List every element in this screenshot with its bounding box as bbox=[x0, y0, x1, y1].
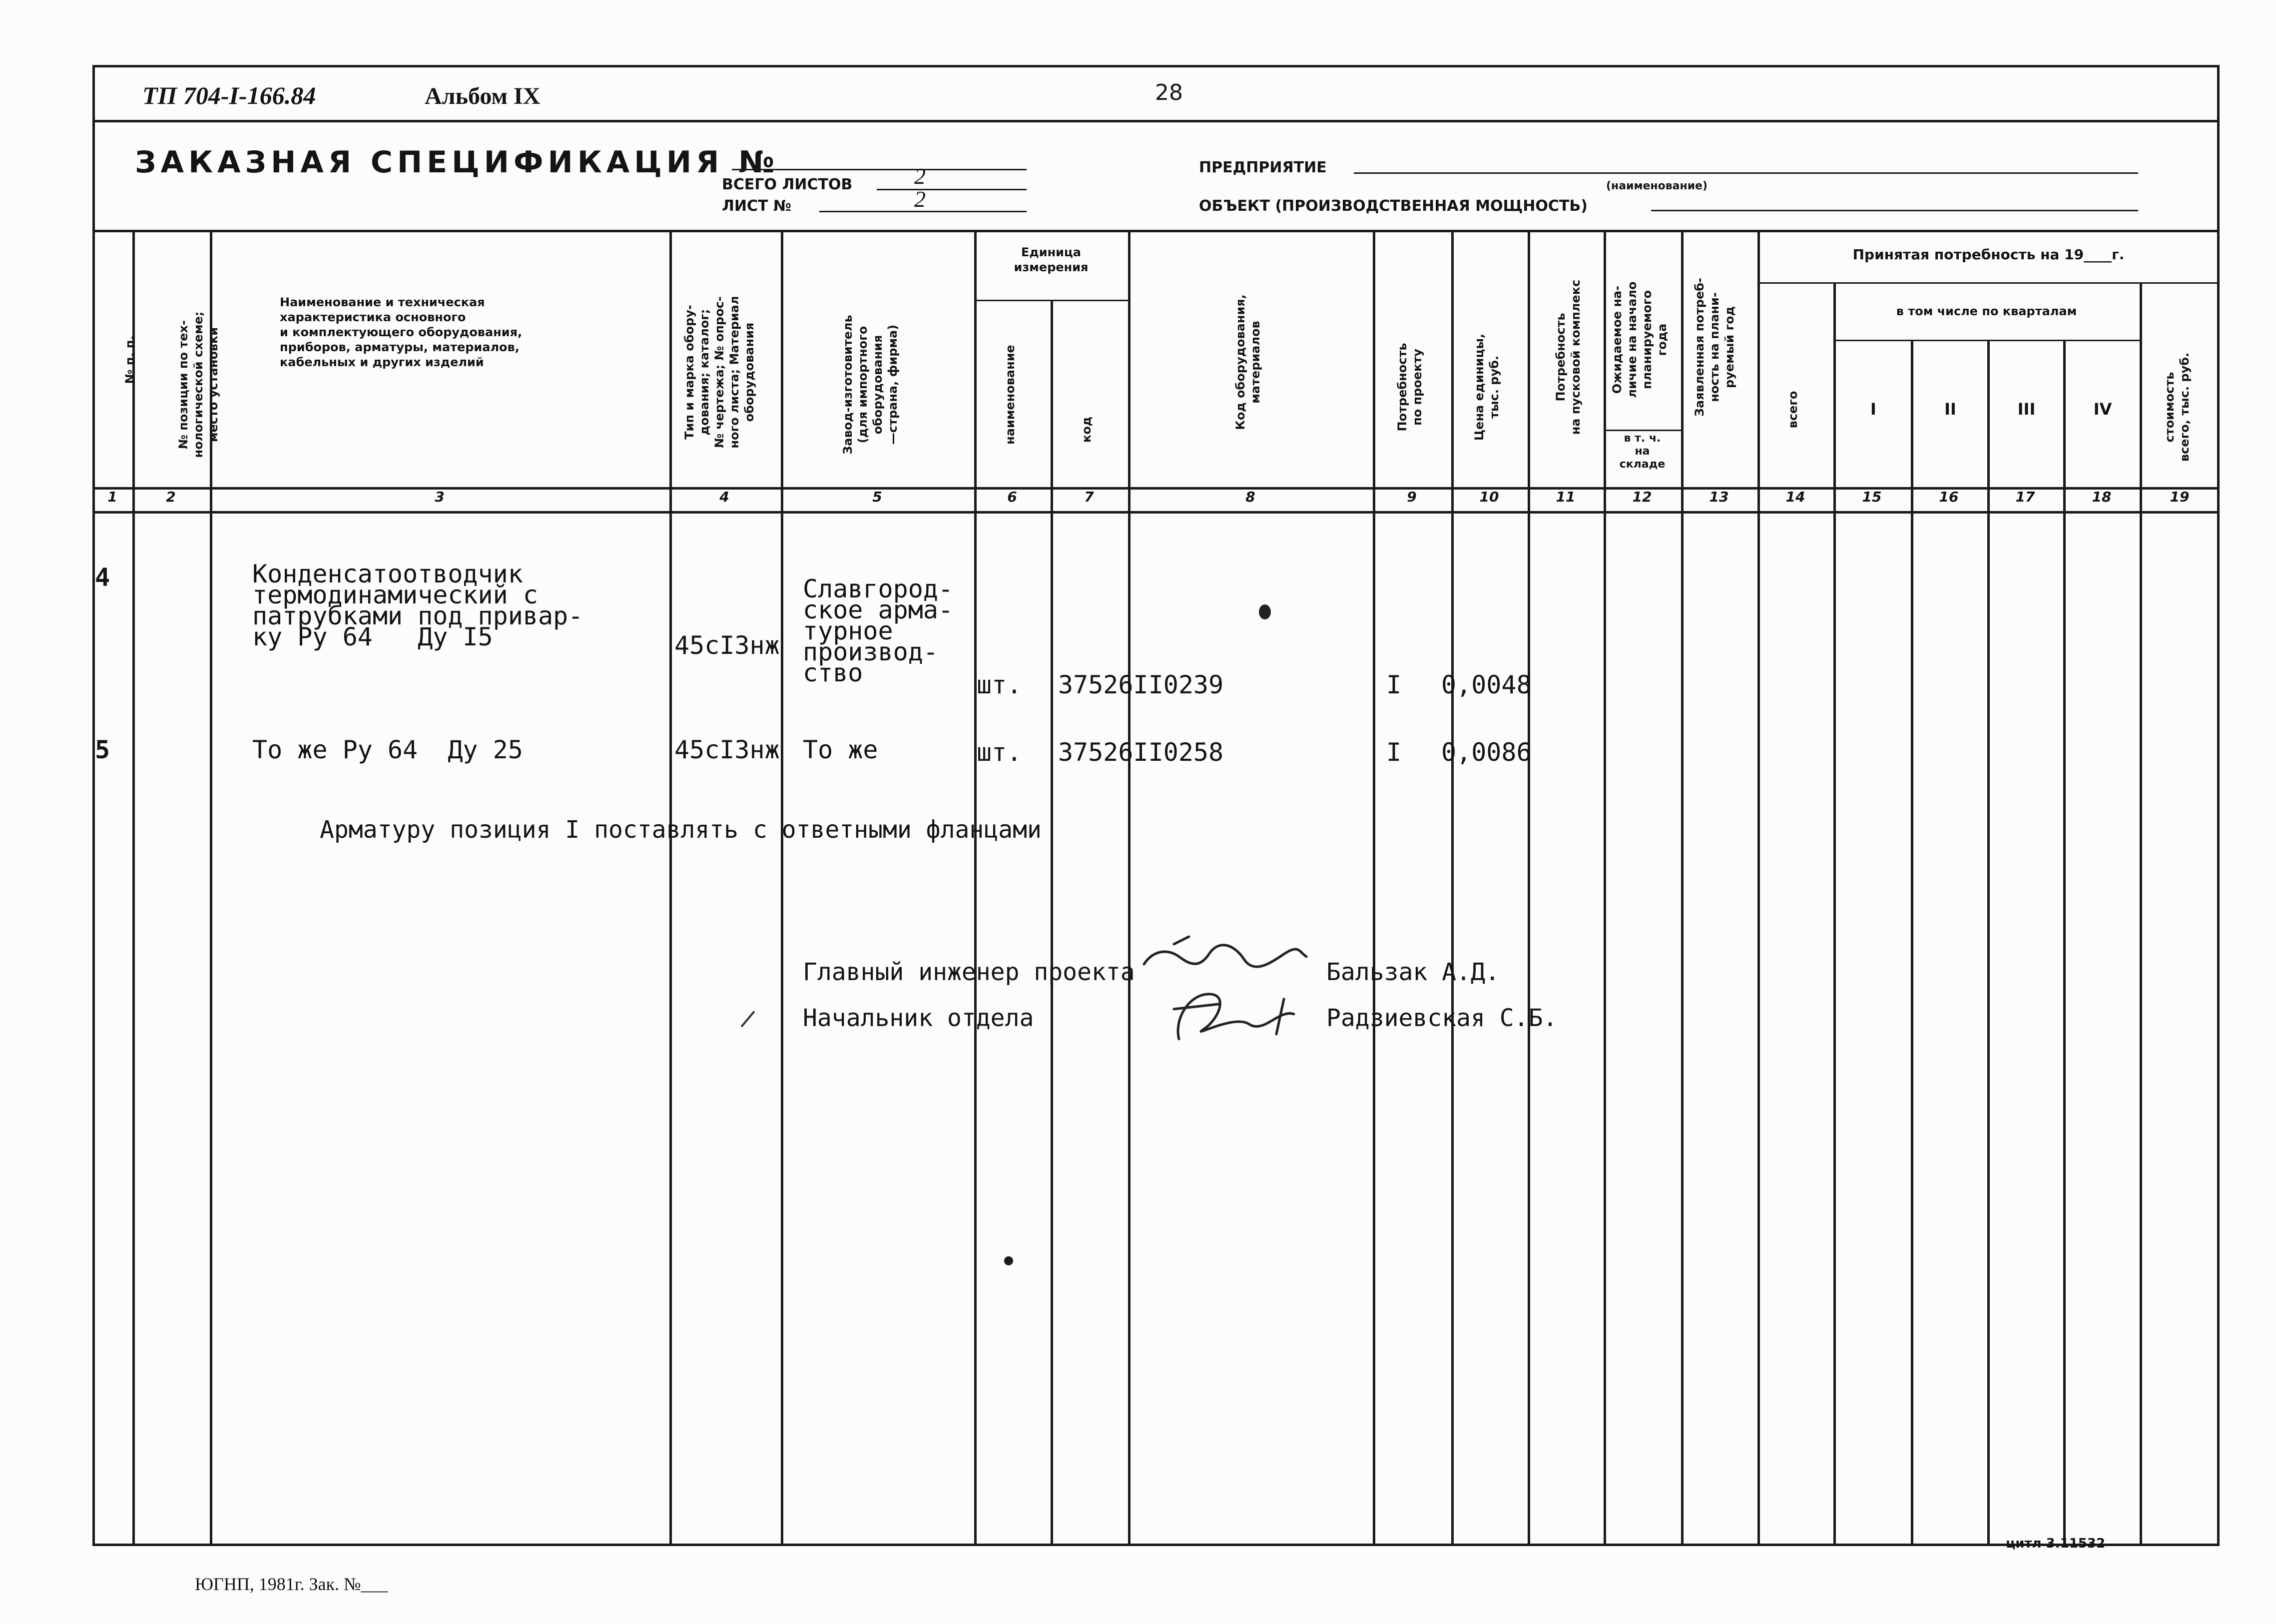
col-header-14: всего bbox=[1786, 391, 1800, 429]
row-description: Конденсатоотводчик термодинамический с патрубками под привар- ку Ру 64 Ду I5 bbox=[252, 559, 583, 651]
col-number: 17 bbox=[2015, 489, 2035, 505]
sheet-value: 2 bbox=[914, 186, 926, 212]
total-sheets-value: 2 bbox=[914, 163, 926, 189]
col-header-19: стоимость всего, тыс. руб. bbox=[2163, 352, 2192, 462]
col-number: 8 bbox=[1245, 489, 1255, 505]
col-number: 15 bbox=[1862, 489, 1882, 505]
sheet-frame bbox=[92, 65, 2220, 1546]
object-line bbox=[1651, 210, 2138, 211]
total-sheets-line bbox=[877, 189, 1027, 190]
col-header-2: № позиции по тех- нологической схеме; место установки bbox=[176, 311, 220, 458]
col-number: 13 bbox=[1709, 489, 1729, 505]
column-numbers-top-line bbox=[92, 487, 2220, 490]
col-number: 10 bbox=[1479, 489, 1499, 505]
col-header-7: код bbox=[1080, 416, 1094, 443]
col-number: 7 bbox=[1084, 489, 1094, 505]
col-number: 6 bbox=[1007, 489, 1017, 505]
col-number: 19 bbox=[2170, 489, 2190, 505]
col-number: 14 bbox=[1785, 489, 1805, 505]
column-numbers-bottom-line bbox=[92, 511, 2220, 514]
col-header-13: Заявленная потреб- ность на плани- руемый год bbox=[1693, 278, 1736, 417]
quarters-group-line bbox=[1833, 340, 2140, 341]
col-line-10 bbox=[1528, 230, 1530, 1546]
col-number: 2 bbox=[166, 489, 176, 505]
supply-note: Арматуру позиция I поставлять с ответными фланцами bbox=[320, 816, 1042, 844]
page-number: 28 bbox=[1155, 80, 1183, 105]
row-unit: шт. bbox=[977, 738, 1022, 767]
spec-number-line bbox=[732, 169, 1027, 170]
accepted-group-header: Принятая потребность на 19____г. bbox=[1852, 246, 2125, 263]
col-line-14 bbox=[1833, 282, 1836, 1546]
col-line-8 bbox=[1373, 230, 1375, 1546]
unit-group-line bbox=[974, 300, 1128, 301]
col-number: 1 bbox=[107, 489, 117, 505]
col-line-5 bbox=[974, 230, 977, 1546]
row-code: 37526II0239 bbox=[1058, 670, 1224, 699]
col-line-9 bbox=[1451, 230, 1454, 1546]
row-type: 45сI3нж bbox=[674, 631, 780, 660]
object-label: ОБЪЕКТ (ПРОИЗВОДСТВЕННАЯ МОЩНОСТЬ) bbox=[1199, 197, 1588, 215]
doc-code: ТП 704-I-166.84 bbox=[142, 81, 316, 109]
col-header-17: III bbox=[2017, 400, 2036, 419]
signature-name: Радзиевская С.Б. bbox=[1326, 1004, 1558, 1032]
footer-code: цитл 3.11532 bbox=[2006, 1536, 2106, 1551]
col-header-10: Цена единицы, тыс. руб. bbox=[1472, 333, 1501, 441]
row-price: 0,0086 bbox=[1441, 738, 1532, 767]
row-number: 4 bbox=[95, 563, 110, 592]
scan-speck bbox=[1004, 1256, 1013, 1265]
row-unit: шт. bbox=[977, 670, 1022, 699]
footer-print-info: ЮГНП, 1981г. Зак. №___ bbox=[195, 1574, 388, 1594]
col-line-12 bbox=[1681, 230, 1684, 1546]
enterprise-label: ПРЕДПРИЯТИЕ bbox=[1199, 159, 1327, 176]
col-header-1: № п. п. bbox=[123, 335, 137, 384]
col-header-12-sub: в т. ч. на складе bbox=[1619, 432, 1666, 471]
sheet-line bbox=[819, 211, 1027, 212]
col-number: 3 bbox=[435, 489, 445, 505]
album-label: Альбом IX bbox=[425, 83, 541, 109]
col-number: 18 bbox=[2092, 489, 2112, 505]
total-sheets-label: ВСЕГО ЛИСТОВ bbox=[722, 176, 853, 193]
col-number: 11 bbox=[1556, 489, 1576, 505]
col-number: 4 bbox=[719, 489, 729, 505]
col-number: 16 bbox=[1939, 489, 1959, 505]
col-header-18: IV bbox=[2093, 400, 2112, 419]
row-description: То же Ру 64 Ду 25 bbox=[252, 735, 523, 764]
col-line-18 bbox=[2140, 282, 2142, 1546]
col-line-11 bbox=[1604, 230, 1606, 1546]
col-header-5: Завод-изготовитель (для импортного оборудования —страна, фирма) bbox=[841, 315, 900, 455]
col-header-8: Код оборудования, материалов bbox=[1233, 294, 1262, 430]
table-top-line bbox=[92, 230, 2220, 232]
quarters-group-header: в том числе по кварталам bbox=[1896, 304, 2077, 318]
col-line-4 bbox=[781, 230, 783, 1546]
col-line-7 bbox=[1128, 230, 1131, 1546]
header-divider bbox=[92, 120, 2220, 122]
col-header-9: Потребность по проекту bbox=[1395, 343, 1424, 432]
unit-group-header: Единица измерения bbox=[1014, 245, 1089, 274]
enterprise-line bbox=[1354, 172, 2138, 174]
col-number: 12 bbox=[1632, 489, 1652, 505]
signature-role: Главный инженер проекта bbox=[803, 958, 1135, 986]
sheet-label: ЛИСТ № bbox=[722, 197, 792, 215]
row-qty: I bbox=[1386, 670, 1402, 699]
signature-role: Начальник отдела bbox=[803, 1004, 1034, 1032]
col-line-15 bbox=[1911, 340, 1913, 1546]
col-line-17 bbox=[2063, 340, 2066, 1546]
col-number: 5 bbox=[872, 489, 882, 505]
row-manufacturer: То же bbox=[803, 735, 878, 764]
signature-name: Бальзак А.Д. bbox=[1326, 958, 1500, 986]
signature-department-head bbox=[1159, 979, 1309, 1054]
col-header-4: Тип и марка обору- дования; каталог; № чертежа; № опрос- ного листа; Материал оборудования bbox=[682, 296, 756, 449]
col-line-3 bbox=[669, 230, 672, 1546]
col-number: 9 bbox=[1407, 489, 1417, 505]
col-header-16: II bbox=[1944, 400, 1956, 419]
row-price: 0,0048 bbox=[1441, 670, 1532, 699]
row-number: 5 bbox=[95, 735, 110, 764]
col-header-12: Ожидаемое на- личие на начало планируемого года bbox=[1610, 281, 1669, 398]
row-qty: I bbox=[1386, 738, 1402, 767]
form-title: ЗАКАЗНАЯ СПЕЦИФИКАЦИЯ № bbox=[135, 145, 779, 180]
col-header-11: Потребность на пусковой комплекс bbox=[1554, 279, 1583, 435]
scan-speck bbox=[1259, 604, 1271, 619]
accepted-group-line bbox=[1757, 282, 2220, 284]
col-line-13 bbox=[1757, 230, 1760, 1546]
col-header-3: Наименование и техническая характеристика основного и комплектующего оборудования, приборов, арматуры, материалов, кабельных и других изделий bbox=[280, 295, 523, 369]
col-header-6: наименование bbox=[1003, 345, 1017, 445]
col-line-6 bbox=[1051, 300, 1053, 1546]
row-type: 45сI3нж bbox=[674, 735, 780, 764]
col-line-16 bbox=[1987, 340, 1990, 1546]
row-code: 37526II0258 bbox=[1058, 738, 1224, 767]
row-manufacturer: Славгород- ское арма- турное производ- ство bbox=[803, 574, 954, 687]
col-header-15: I bbox=[1870, 400, 1876, 419]
stock-subcell-line bbox=[1604, 430, 1681, 431]
name-hint: (наименование) bbox=[1606, 180, 1708, 192]
col-line-1 bbox=[132, 230, 135, 1546]
